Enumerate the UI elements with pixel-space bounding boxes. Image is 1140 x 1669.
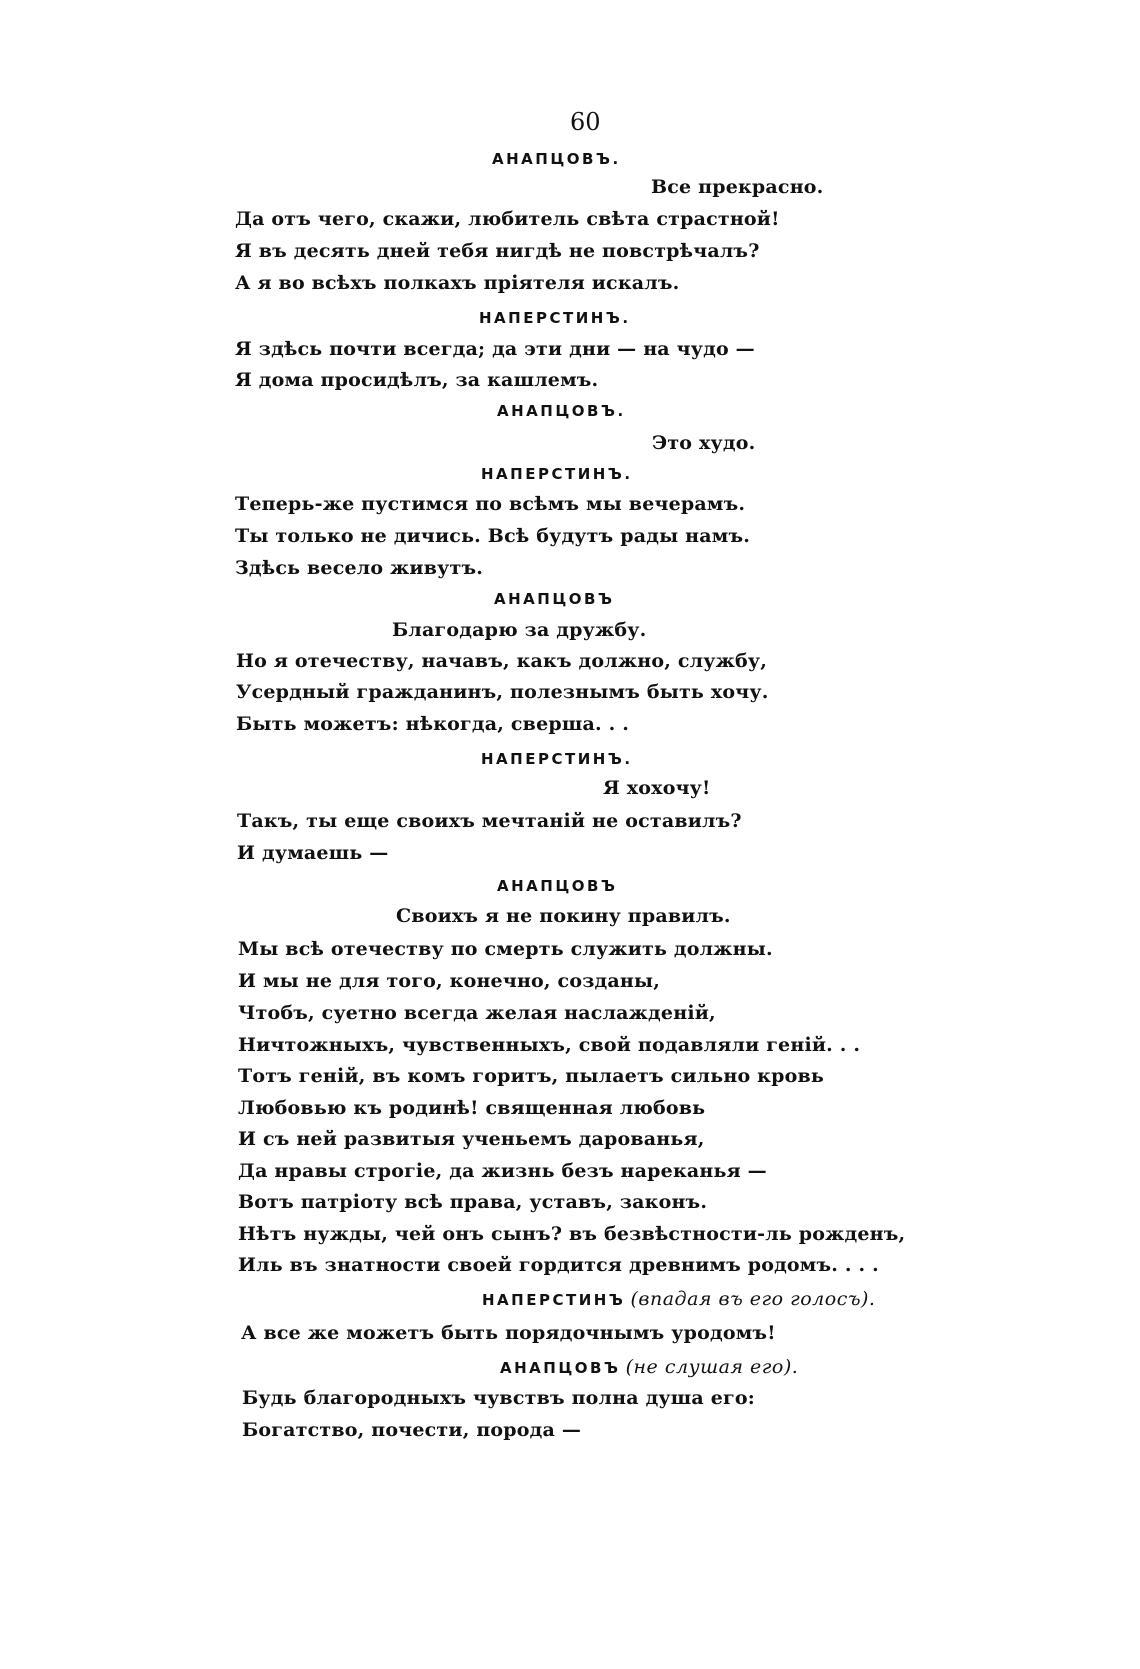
speaker-name: АНАПЦОВЪ — [500, 1359, 621, 1377]
verse-line: Теперь-же пустимся по всѣмъ мы вечерамъ. — [235, 493, 746, 515]
verse-line: И съ ней развитыя ученьемъ дарованья, — [238, 1128, 705, 1150]
verse-line: И думаешь — — [237, 842, 389, 864]
verse-line: Иль въ знатности своей гордится древнимъ родомъ. . . . — [238, 1254, 879, 1276]
verse-line: Я дома просидѣлъ, за кашлемъ. — [235, 369, 599, 391]
verse-line: Я хохочу! — [603, 777, 711, 799]
verse-line: Это худо. — [652, 432, 756, 454]
speaker-heading — [482, 1290, 875, 1309]
verse-line: Да отъ чего, скажи, любитель свѣта страстной! — [235, 208, 780, 230]
speaker-name: НАПЕРСТИНЪ. — [479, 309, 631, 327]
verse-line: Вотъ патріоту всѣ права, уставъ, законъ. — [238, 1191, 708, 1213]
verse-line: Любовью къ родинѣ! священная любовь — [238, 1097, 706, 1119]
verse-line: Быть можетъ: нѣкогда, сверша. . . — [236, 713, 630, 735]
verse-line: Своихъ я не покину правилъ. — [396, 905, 731, 927]
page-number: 60 — [570, 108, 601, 136]
speaker-name: НАПЕРСТИНЪ. — [481, 750, 633, 768]
speaker-name: НАПЕРСТИНЪ — [482, 1291, 626, 1309]
verse-line: Нѣтъ нужды, чей онъ сынъ? въ безвѣстности-ль рожденъ, — [238, 1223, 906, 1245]
verse-line: Да нравы строгіе, да жизнь безъ нареканья — — [238, 1160, 767, 1182]
verse-line: Тотъ геній, въ комъ горитъ, пылаетъ сильно кровь — [238, 1065, 824, 1087]
verse-line: Благодарю за дружбу. — [392, 619, 647, 641]
speaker-name: АНАПЦОВЪ. — [497, 402, 626, 420]
verse-line: Будь благородныхъ чувствъ полна душа его: — [242, 1387, 755, 1409]
speaker-name: НАПЕРСТИНЪ. — [481, 465, 633, 483]
speaker-name: АНАПЦОВЪ — [497, 877, 618, 895]
verse-line: Усердный гражданинъ, полезнымъ быть хочу. — [236, 681, 769, 703]
verse-line: Здѣсь весело живутъ. — [235, 557, 484, 579]
verse-line: Ничтожныхъ, чувственныхъ, свой подавляли геній. . . — [238, 1034, 861, 1056]
speaker-heading — [500, 1358, 798, 1377]
stage-direction: (не слушая его). — [625, 1356, 799, 1378]
speaker-name: АНАПЦОВЪ — [494, 590, 615, 608]
verse-line: Такъ, ты еще своихъ мечтаній не оставилъ? — [237, 810, 742, 832]
speaker-name: АНАПЦОВЪ. — [492, 150, 621, 168]
verse-line: Я здѣсь почти всегда; да эти дни — на чудо — — [235, 338, 755, 360]
verse-line: Ты только не дичись. Всѣ будутъ рады намъ. — [235, 525, 751, 547]
verse-line: Чтобъ, суетно всегда желая наслажденій, — [238, 1002, 716, 1024]
verse-line: Но я отечеству, начавъ, какъ должно, службу, — [236, 650, 768, 672]
stage-direction: (впадая въ его голосъ). — [630, 1288, 876, 1310]
verse-line: Все прекрасно. — [651, 176, 824, 198]
verse-line: Я въ десять дней тебя нигдѣ не повстрѣчалъ? — [235, 240, 760, 262]
verse-line: А все же можетъ быть порядочнымъ уродомъ! — [241, 1322, 776, 1344]
verse-line: И мы не для того, конечно, созданы, — [238, 970, 661, 992]
verse-line: Мы всѣ отечеству по смерть служить должны. — [238, 938, 773, 960]
verse-line: Богатство, почести, порода — — [242, 1419, 582, 1441]
verse-line: А я во всѣхъ полкахъ пріятеля искалъ. — [235, 272, 680, 294]
